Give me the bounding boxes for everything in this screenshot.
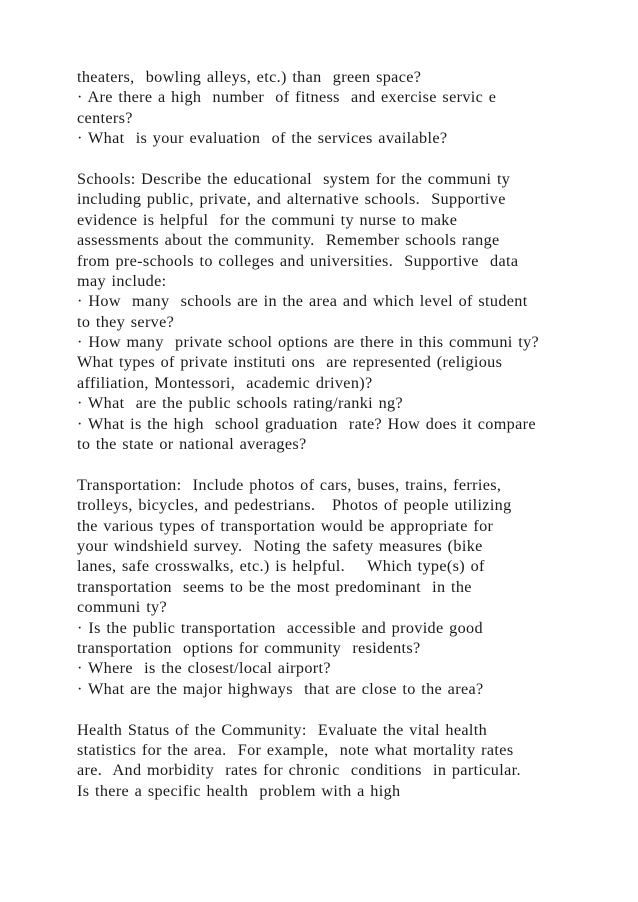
text-line: including public, private, and alternative schools. Supportive bbox=[77, 190, 506, 209]
text-line: What types of private instituti ons are represented (religious bbox=[77, 353, 503, 372]
text-line: transportation seems to be the most predominant in the bbox=[77, 577, 472, 596]
text-line: · How many schools are in the area and which level of student bbox=[77, 292, 528, 311]
text-line: affiliation, Montessori, academic driven)? bbox=[77, 373, 373, 392]
text-line: · Where is the closest/local airport? bbox=[77, 659, 331, 678]
text-line: your windshield survey. Noting the safety measures (bike bbox=[77, 536, 483, 555]
text-line: to they serve? bbox=[77, 312, 175, 331]
text-line: · What are the public schools rating/ranki ng? bbox=[77, 394, 404, 413]
text-line: statistics for the area. For example, note what mortality rates bbox=[77, 740, 514, 759]
text-line: Schools: Describe the educational system for the communi ty bbox=[77, 169, 511, 188]
paragraph-spacer bbox=[77, 699, 577, 719]
text-line: · What are the major highways that are close to the area? bbox=[77, 679, 484, 698]
text-line: trolleys, bicycles, and pedestrians. Photos of people utilizing bbox=[77, 496, 512, 515]
paragraph-spacer bbox=[77, 454, 577, 474]
text-line: centers? bbox=[77, 108, 133, 127]
text-line: from pre-schools to colleges and universities. Supportive data bbox=[77, 251, 519, 270]
text-line: Transportation: Include photos of cars, buses, trains, ferries, bbox=[77, 475, 502, 494]
text-line: · Are there a high number of fitness and exercise servic e bbox=[77, 88, 497, 107]
text-line: · Is the public transportation accessible and provide good bbox=[77, 618, 483, 637]
text-line: assessments about the community. Remember schools range bbox=[77, 231, 500, 250]
text-line: · What is the high school graduation rate? How does it compare bbox=[77, 414, 536, 433]
text-line: the various types of transportation would be appropriate for bbox=[77, 516, 494, 535]
text-line: transportation options for community residents? bbox=[77, 638, 421, 657]
text-line: evidence is helpful for the communi ty nurse to make bbox=[77, 210, 458, 229]
paragraph-spacer bbox=[77, 149, 577, 169]
text-line: Is there a specific health problem with a high bbox=[77, 781, 401, 800]
text-line: · What is your evaluation of the services available? bbox=[77, 129, 448, 148]
text-line: to the state or national averages? bbox=[77, 435, 307, 454]
document-body-text bbox=[77, 67, 577, 801]
text-line: communi ty? bbox=[77, 598, 168, 617]
text-line: lanes, safe crosswalks, etc.) is helpful. Which type(s) of bbox=[77, 557, 485, 576]
text-line: are. And morbidity rates for chronic conditions in particular. bbox=[77, 761, 521, 780]
text-line: · How many private school options are there in this communi ty? bbox=[77, 333, 540, 352]
text-line: theaters, bowling alleys, etc.) than green space? bbox=[77, 68, 422, 86]
text-line: may include: bbox=[77, 271, 167, 290]
text-line: Health Status of the Community: Evaluate the vital health bbox=[77, 720, 488, 739]
